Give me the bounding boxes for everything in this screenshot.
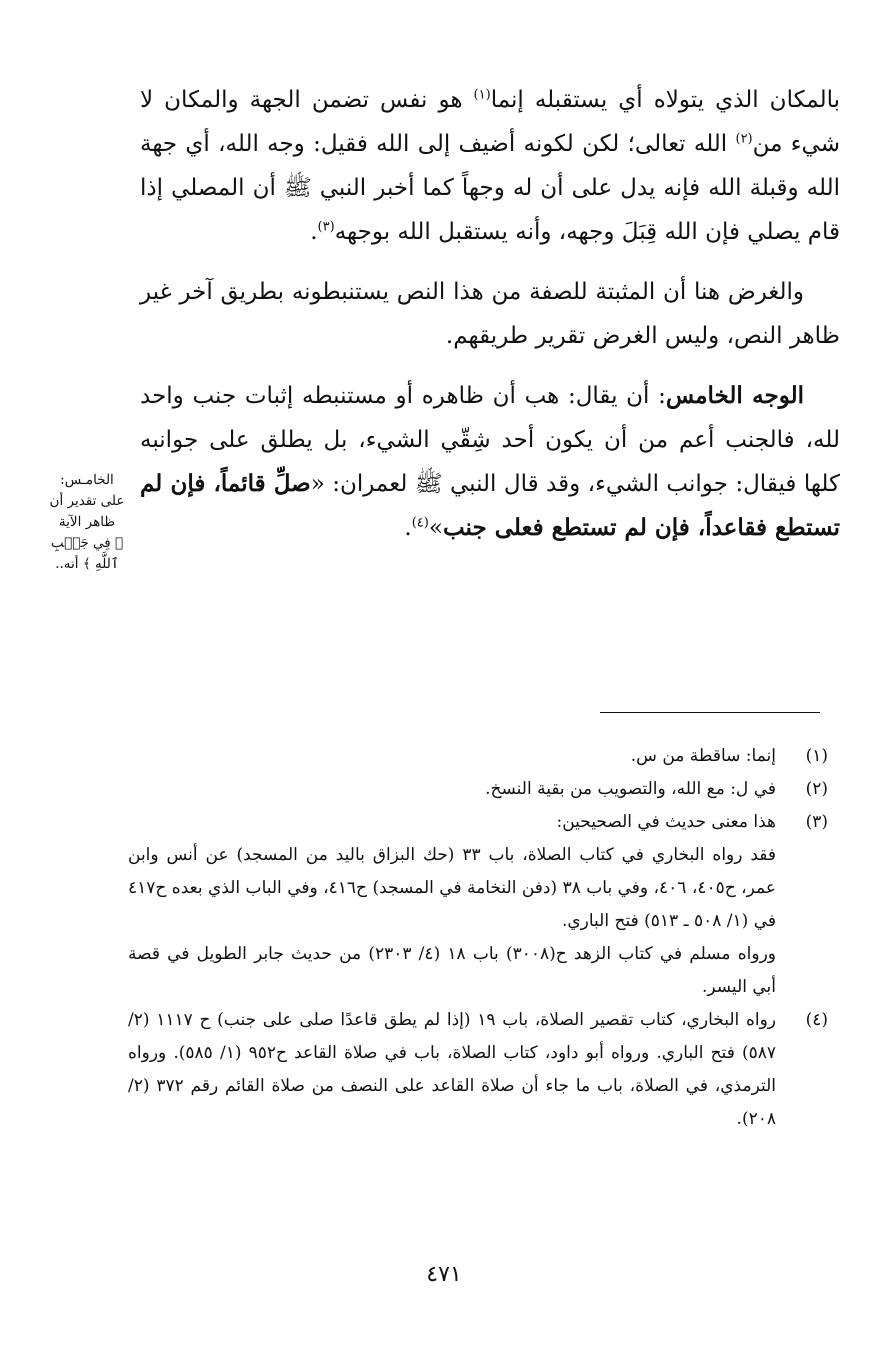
footnote-1 — [128, 740, 828, 773]
footnote-separator — [600, 712, 820, 713]
margin-note-line: ٱللَّهِ ﴾ أنه.. — [55, 556, 119, 572]
paragraph-1-part-c: الله تعالى؛ لكن لكونه أضيف إلى الله فقيل: وجه الله، أي جهة الله وقبلة الله فإنه يدل على أن له وجهاً كما أخبر النبي ﷺ أن المصلي إذا قام يصلي فإن الله قِبَلَ وجهه، وأنه يستقبل الله بوجهه — [140, 131, 840, 245]
footnote-ref-4[interactable]: (٤) — [411, 515, 429, 531]
paragraph-3-end: . — [404, 515, 412, 541]
paragraph-1-part-a: بالمكان الذي يتولاه أي يستقبله إنما — [490, 87, 840, 113]
footnote-number: (٤) — [805, 1010, 828, 1030]
margin-note-line: على تقدير أن — [49, 493, 125, 509]
footnote-3 — [128, 806, 828, 1004]
footnote-number: (٢) — [805, 779, 828, 799]
footnote-text: ورواه مسلم في كتاب الزهد ح(٣٠٠٨) باب ١٨ (٤/ ٢٣٠٣) من حديث جابر الطويل في قصة أبي اليسر. — [128, 944, 776, 997]
paragraph-2: والغرض هنا أن المثبتة للصفة من هذا النص يستنبطونه بطريق آخر غير ظاهر النص، وليس الغرض تقرير طريقهم. — [140, 279, 840, 349]
footnote-ref-1[interactable]: (١) — [473, 87, 491, 103]
footnote-number: (١) — [805, 746, 828, 766]
margin-note-line: الخامـس: — [60, 472, 114, 488]
footnote-number: (٣) — [805, 812, 828, 832]
footnote-text: رواه البخاري، كتاب تقصير الصلاة، باب ١٩ (إذا لم يطق قاعدًا صلى على جنب) ح ١١١٧ (٢/ ٥٨٧) فتح الباري. ورواه أبو داود، كتاب الصلاة، باب في صلاة القاعد ح٩٥٢ (١/ ٥٨٥). ورواه الترمذي، في الصلاة، باب ما جاء أن صلاة القاعد على النصف من صلاة القائم رقم ٣٧٢ (٢/ ٢٠٨). — [128, 1010, 777, 1129]
section-heading: الوجه الخامس — [665, 382, 804, 409]
footnote-text: في ل: مع الله، والتصويب من بقية النسخ. — [485, 779, 776, 799]
footnote-text: هذا معنى حديث في الصحيحين: — [556, 812, 776, 832]
footnote-text: إنما: ساقطة من س. — [630, 746, 776, 766]
footnote-2 — [128, 773, 828, 806]
hadith-quote: صلِّ قائماً، فإن لم تستطع فقاعداً، فإن لم تستطع فعلى جنب — [140, 470, 840, 541]
main-text — [140, 78, 840, 550]
margin-note-line: ظاهر الآية — [58, 514, 116, 530]
paragraph-1-part-b: هو نفس تضمن الجهة والمكان لا شيء من — [140, 87, 840, 157]
paragraph-1 — [140, 78, 840, 254]
footnote-ref-2[interactable]: (٢) — [735, 131, 753, 147]
footnote-ref-3[interactable]: (٣) — [317, 219, 335, 235]
page-number: ٤٧١ — [426, 1262, 462, 1287]
footnote-4 — [128, 1004, 828, 1136]
footnote-text: فقد رواه البخاري في كتاب الصلاة، باب ٣٣ (حك البزاق باليد من المسجد) عن أنس وابن عمر، ح٤٠٥، ٤٠٦، وفي باب ٣٨ (دفن النخامة في المسجد) ح٤١٦، وفي الباب الذي بعده ح٤١٧ في (١/ ٥٠٨ ـ ٥١٣) فتح الباري. — [128, 845, 777, 931]
paragraph-3 — [140, 374, 840, 550]
quote-close: » — [428, 515, 443, 541]
margin-note-line: ﴿ فِي جَنۢبِ — [50, 535, 124, 551]
paragraph-3-part-a: : أن يقال: هب أن ظاهره أو مستنبطه إثبات جنب واحد لله، فالجنب أعم من أن يكون أحد شِقّي الشيء، بل يطلق على جوانبه كلها فيقال: جوانب الشيء، وقد قال النبي ﷺ لعمران: « — [140, 383, 840, 497]
paragraph-1-end: . — [310, 219, 318, 245]
footnotes — [128, 740, 828, 1136]
margin-note — [46, 470, 128, 575]
